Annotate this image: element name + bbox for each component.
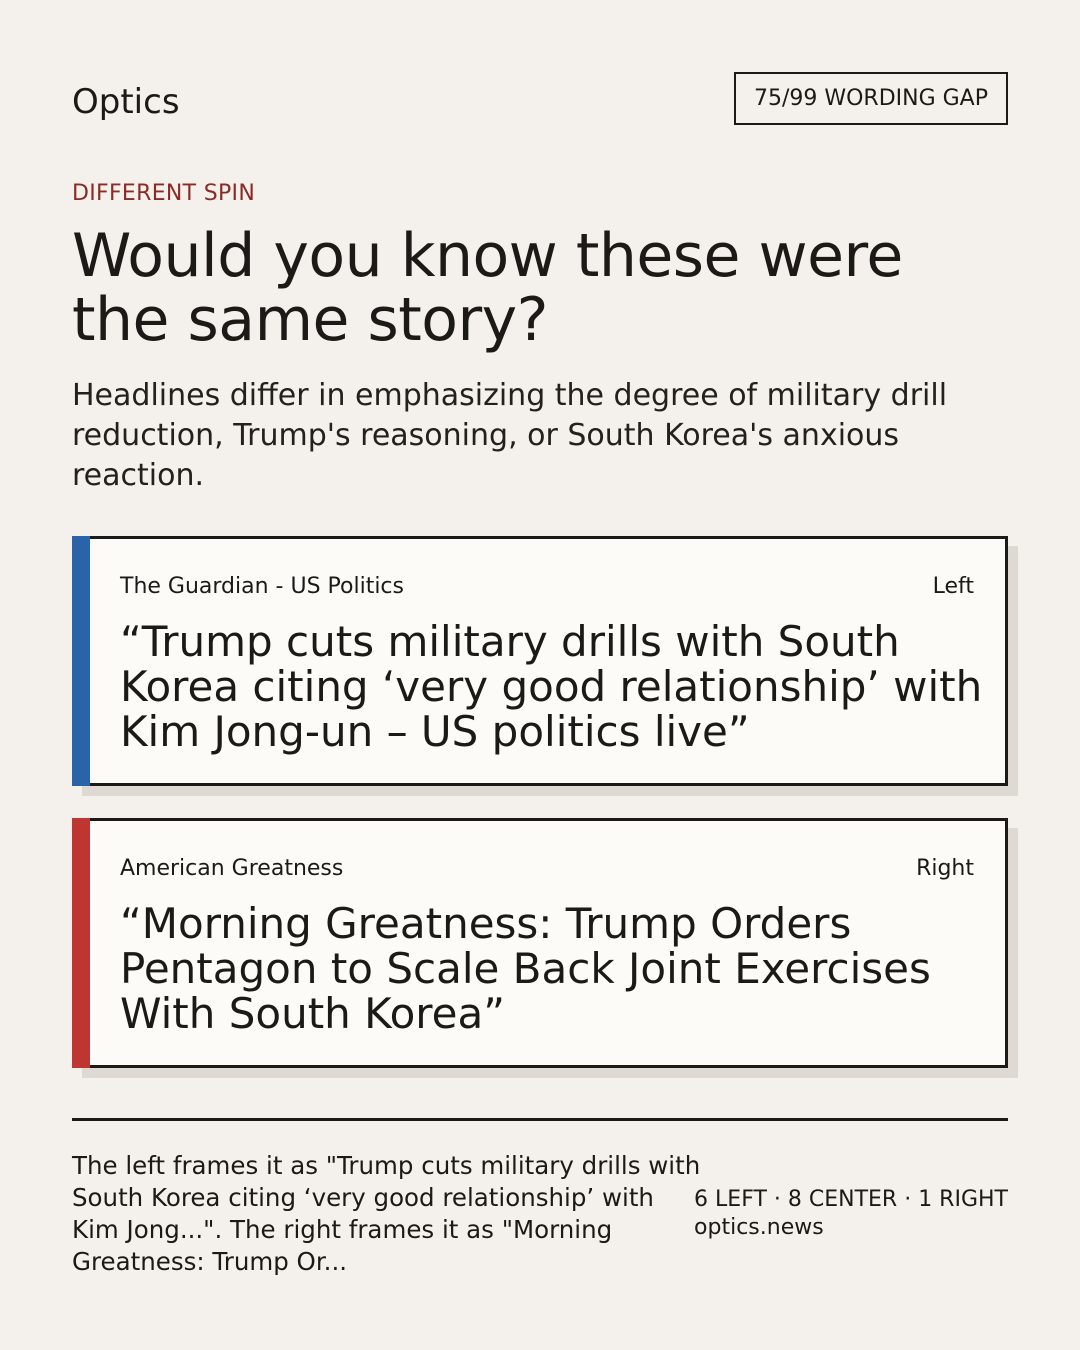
left-lean-stripe	[72, 536, 90, 786]
headline-quote: “Trump cuts military drills with South Korea citing ‘very good relationship’ with Kim Jong-un – US politics live”	[120, 617, 983, 756]
source-name: American Greatness	[120, 856, 344, 881]
headline-card-left[interactable]	[72, 536, 1008, 786]
footer-divider	[72, 1118, 1008, 1121]
page-subtitle: Headlines differ in emphasizing the degree of military drill reduction, Trump's reasoning, or South Korea's anxious reaction.	[72, 378, 948, 493]
lean-label: Right	[916, 856, 974, 881]
headline-quote: “Morning Greatness: Trump Orders Pentagon to Scale Back Joint Exercises With South Korea”	[120, 899, 931, 1038]
wording-gap-text: 75/99 WORDING GAP	[753, 86, 988, 111]
footer-meta	[694, 1186, 1008, 1242]
framing-summary: The left frames it as "Trump cuts military drills with South Korea citing ‘very good relationship’ with Kim Jong...". The right frames it as "Morning Greatness: Trump Or...	[72, 1151, 701, 1276]
source-name: The Guardian - US Politics	[120, 574, 404, 599]
wording-gap-badge	[734, 72, 1008, 125]
site-link[interactable]: optics.news	[694, 1215, 824, 1240]
section-kicker: DIFFERENT SPIN	[72, 181, 256, 206]
page-title: Would you know these were the same story?	[72, 221, 903, 355]
brand-logo: Optics	[72, 82, 180, 122]
headline-card-right[interactable]	[72, 818, 1008, 1068]
lean-label: Left	[932, 574, 974, 599]
source-counts: 6 LEFT · 8 CENTER · 1 RIGHT	[694, 1187, 1008, 1212]
right-lean-stripe	[72, 818, 90, 1068]
